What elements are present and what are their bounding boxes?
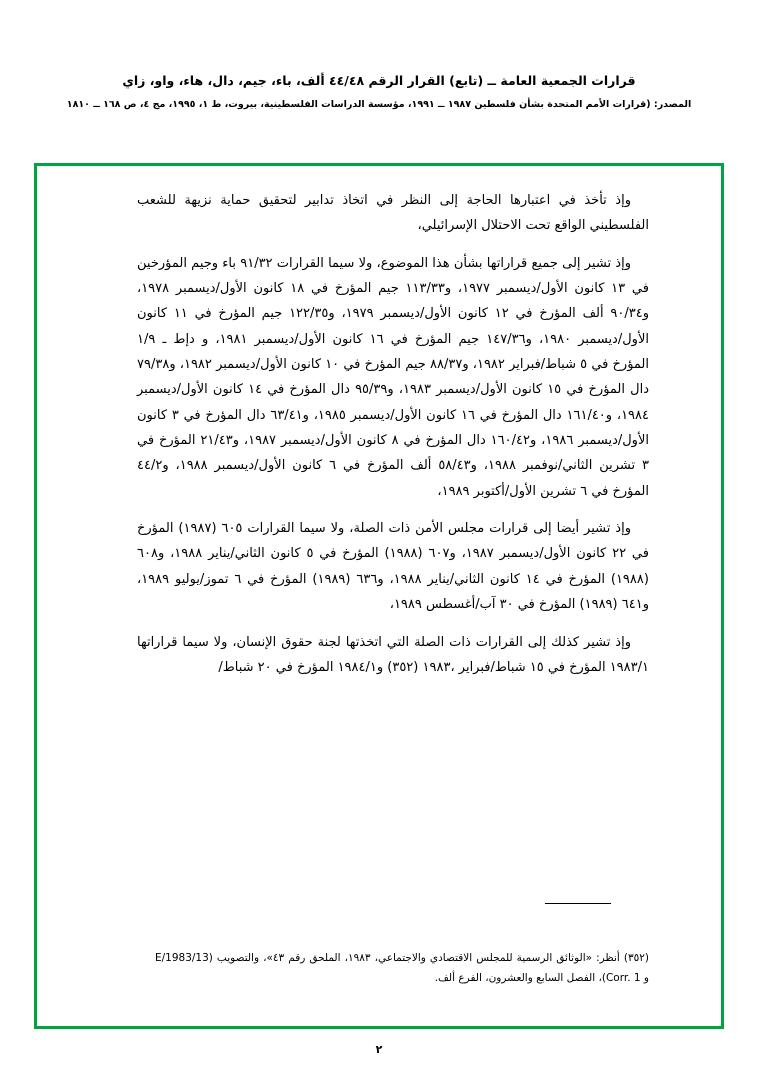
page-number: ٢ — [375, 1043, 383, 1056]
document-body — [37, 188, 721, 692]
source-line: المصدر: (قرارات الأمم المتحدة بشأن فلسطين ١٩٨٧ ــ ١٩٩١، مؤسسة الدراسات الفلسطينية، بيروت، ط ١، ١٩٩٥، مج ٤، ص ١٦٨ ــ ١٨١٠ — [66, 98, 692, 110]
paragraph-1: وإذ تأخذ في اعتبارها الحاجة إلى النظر في اتخاذ تدابير لتحقيق حماية نزيهة للشعب الفلسطيني الواقع تحت الاحتلال الإسرائيلي، — [137, 193, 649, 234]
page-header — [0, 72, 758, 112]
footnote-separator — [545, 903, 611, 904]
paragraph-2: وإذ تشير إلى جميع قراراتها بشأن هذا الموضوع، ولا سيما القرارات ٩١/٣٢ باء وجيم المؤرخين في ١٣ كانون الأول/ديسمبر ١٩٧٧، و١١٣/٣٣ جيم المؤرخ في ١٨ كانون الأول/ديسمبر ١٩٧٨، و٩٠/٣٤ ألف المؤرخ في ١٢ كانون الأول/ديسمبر ١٩٧٩، و١٢٢/٣٥ جيم المؤرخ في ١١ كانون الأول/ديسمبر ١٩٨٠، و١٤٧/٣٦ جيم المؤرخ في ١٦ كانون الأول/ديسمبر ١٩٨١، و دإط ـ ١/٩ المؤرخ في ٥ شباط/فبراير ١٩٨٢، و٨٨/٣٧ جيم المؤرخ في ١٠ كانون الأول/ديسمبر ١٩٨٢، و٧٩/٣٨ دال المؤرخ في ١٥ كانون الأول/ديسمبر ١٩٨٣، و٩٥/٣٩ دال المؤرخ في ١٤ كانون الأول/ديسمبر ١٩٨٤، و١٦١/٤٠ دال المؤرخ في ١٦ كانون الأول/ديسمبر ١٩٨٥، و٦٣/٤١ دال المؤرخ في ٣ كانون الأول/ديسمبر ١٩٨٦، و١٦٠/٤٢ دال المؤرخ في ٨ كانون الأول/ديسمبر ١٩٨٧، و٢١/٤٣ المؤرخ في ٣ تشرين الثاني/نوفمبر ١٩٨٨، و٥٨/٤٣ ألف المؤرخ في ٦ كانون الأول/ديسمبر ١٩٨٨، و٤٤/٢ المؤرخ في ٦ تشرين الأول/أكتوبر ١٩٨٩، — [137, 255, 650, 499]
paragraph-4: وإذ تشير كذلك إلى القرارات ذات الصلة التي اتخذتها لجنة حقوق الإنسان، ولا سيما قراراتها ١٩٨٣/١ المؤرخ في ١٥ شباط/فبراير ،١٩٨٣ (٣٥٢) و١٩٨٤/١ المؤرخ في ٢٠ شباط/ — [137, 634, 649, 675]
footnote-text: (٣٥٢) أنظر: «الوثائق الرسمية للمجلس الاقتصادي والاجتماعي، ١٩٨٣، الملحق رقم ٤٣»، والتصويب (E/1983/13 و Corr. 1)، الفصل السابع والعشرون، الفرع ألف. — [155, 952, 650, 984]
content-frame — [34, 163, 724, 1029]
paragraph-3: وإذ تشير أيضا إلى قرارات مجلس الأمن ذات الصلة، ولا سيما القرارات ٦٠٥ (١٩٨٧) المؤرخ في ٢٢ كانون الأول/ديسمبر ١٩٨٧، و٦٠٧ (١٩٨٨) المؤرخ في ٥ كانون الثاني/يناير ١٩٨٨، و٦٠٨ (١٩٨٨) المؤرخ في ١٤ كانون الثاني/يناير ١٩٨٨، و٦٣٦ (١٩٨٩) المؤرخ في ٦ تموز/يوليو ١٩٨٩، و٦٤١ (١٩٨٩) المؤرخ في ٣٠ آب/أغسطس ١٩٨٩، — [137, 521, 649, 613]
page-title: قرارات الجمعية العامة ــ (تابع) القرار الرقم ٤٤/٤٨ ألف، باء، جيم، دال، هاء، واو، زاي — [122, 73, 636, 88]
